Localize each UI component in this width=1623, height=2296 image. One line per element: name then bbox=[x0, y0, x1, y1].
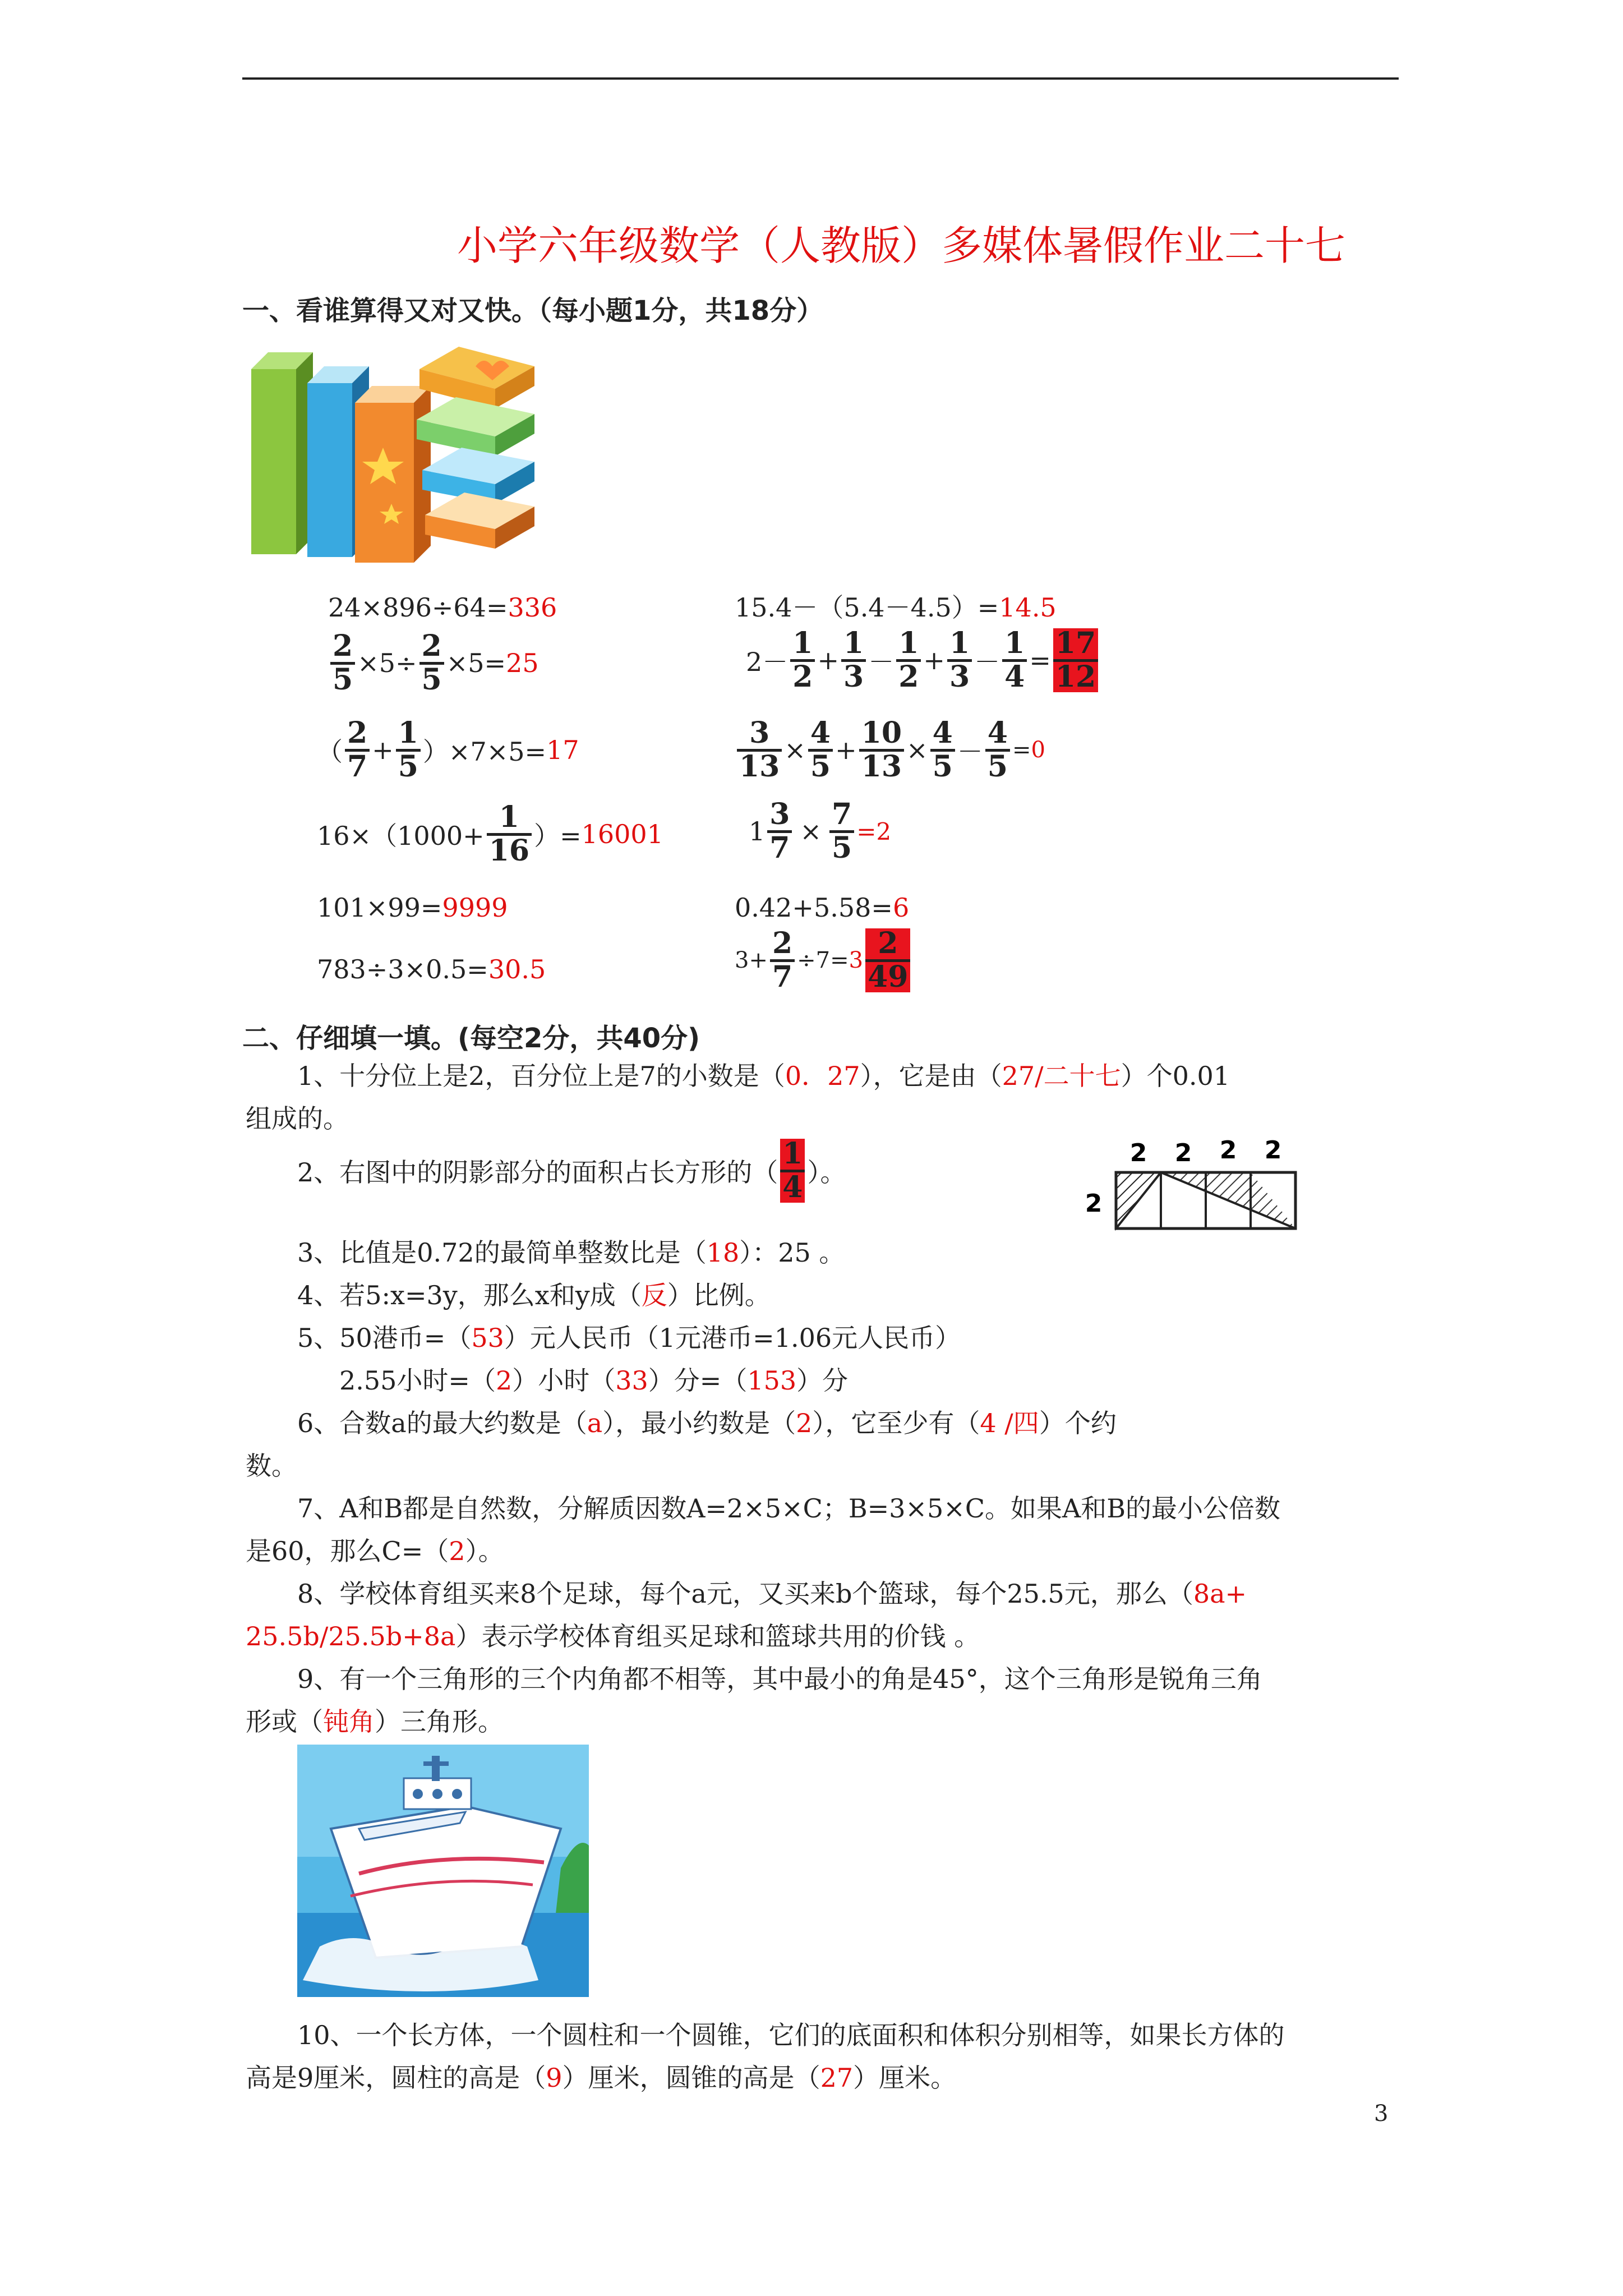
fraction bbox=[930, 718, 955, 782]
fill-q7: 7、A和B都是自然数，分解质因数A=2×5×C；B=3×5×C。如果A和B的最小公倍数 bbox=[297, 1493, 1281, 1524]
operator: ×5= bbox=[446, 648, 506, 679]
expression: 783÷3×0.5= bbox=[317, 954, 488, 984]
denominator: 13 bbox=[859, 749, 904, 783]
fraction bbox=[790, 628, 815, 692]
ship-illustration bbox=[297, 1745, 589, 1997]
denominator: 4 bbox=[1002, 659, 1027, 693]
operator: － bbox=[868, 647, 895, 678]
fill-q7-cont bbox=[246, 1530, 504, 1572]
fill-q4-answer: 反 bbox=[641, 1280, 667, 1310]
denominator: 5 bbox=[396, 749, 421, 783]
fraction bbox=[737, 718, 782, 782]
numerator: 1 bbox=[949, 626, 970, 660]
fraction bbox=[808, 718, 833, 782]
books-illustration bbox=[246, 335, 537, 568]
fill-q2 bbox=[297, 1139, 846, 1203]
text: 1、十分位上是2，百分位上是7的小数是（ bbox=[297, 1061, 785, 1091]
operator: ）= bbox=[534, 821, 582, 852]
calc-q1 bbox=[328, 592, 557, 623]
denominator: 7 bbox=[767, 830, 792, 864]
fraction bbox=[770, 928, 795, 992]
text: 8、学校体育组买来8个足球，每个a元，又买来b个篮球，每个25.5元，那么（ bbox=[297, 1579, 1193, 1609]
fraction bbox=[985, 718, 1010, 782]
text: 6、合数a的最大约数是（ bbox=[297, 1408, 587, 1438]
denominator: 3 bbox=[947, 659, 972, 693]
fill-q9-answer: 钝角 bbox=[323, 1706, 375, 1737]
fill-q1-answer1: 0．27 bbox=[785, 1061, 860, 1091]
operator: ×5÷ bbox=[357, 648, 417, 679]
text: 5、50港币=（ bbox=[297, 1323, 472, 1353]
denominator: 12 bbox=[1053, 659, 1098, 693]
text: ）小时（ bbox=[512, 1365, 616, 1396]
fraction bbox=[396, 718, 421, 782]
denominator: 2 bbox=[790, 659, 815, 693]
fraction bbox=[829, 799, 854, 863]
text: ）。 bbox=[807, 1157, 846, 1188]
fraction bbox=[419, 631, 444, 695]
fill-q8 bbox=[297, 1572, 1247, 1615]
paren: （ bbox=[317, 737, 343, 767]
operator: + bbox=[817, 645, 840, 676]
numerator: 2 bbox=[347, 716, 368, 750]
denominator: 2 bbox=[896, 659, 921, 693]
denominator: 5 bbox=[808, 749, 833, 783]
fill-q10-cont bbox=[246, 2056, 956, 2099]
text: ）个0.01 bbox=[1121, 1061, 1230, 1091]
calc-q3-answer: 17 bbox=[546, 735, 579, 766]
numerator: 10 bbox=[861, 716, 902, 750]
calc-r3-answer: 0 bbox=[1031, 737, 1045, 763]
fraction bbox=[896, 628, 921, 692]
book-orange bbox=[355, 386, 431, 563]
fill-q10-answer2: 27 bbox=[820, 2063, 854, 2093]
operator: ÷7= bbox=[797, 947, 849, 974]
calc-q2 bbox=[328, 631, 539, 695]
book-stack-right bbox=[417, 347, 534, 549]
text: 形或（ bbox=[246, 1706, 323, 1737]
calc-q6-answer: 30.5 bbox=[488, 954, 546, 984]
text: 3、比值是0.72的最简单整数比是（ bbox=[297, 1237, 707, 1268]
fill-q1 bbox=[297, 1055, 1230, 1097]
calc-r5-answer: 6 bbox=[892, 892, 910, 923]
numerator: 2 bbox=[878, 926, 898, 960]
fill-q9-cont bbox=[246, 1700, 504, 1743]
denominator: 7 bbox=[345, 749, 370, 783]
section2-heading: 二、仔细填一填。(每空2分，共40分) bbox=[242, 1023, 700, 1054]
header-rule bbox=[242, 77, 1399, 80]
page-title: 小学六年级数学（人教版）多媒体暑假作业二十七 bbox=[457, 222, 1346, 269]
calc-r4 bbox=[749, 799, 891, 863]
operator: + bbox=[835, 735, 857, 766]
calc-q1-answer: 336 bbox=[508, 592, 557, 623]
calc-q5-answer: 9999 bbox=[442, 892, 508, 923]
fill-q8-answer-part2: 25.5b/25.5b+8a bbox=[246, 1621, 456, 1651]
operator: + bbox=[372, 735, 394, 766]
calc-q4-answer: 16001 bbox=[581, 819, 663, 850]
calc-q1-expr: 24×896÷64= bbox=[328, 592, 508, 623]
calc-q2-answer: 25 bbox=[506, 648, 539, 679]
fill-q10-answer1: 9 bbox=[546, 2063, 562, 2093]
calc-r4-answer: =2 bbox=[856, 817, 892, 845]
fill-q5-answer2: 2 bbox=[495, 1365, 513, 1396]
fill-q5 bbox=[297, 1317, 961, 1359]
text: ）元人民币（1元港币=1.06元人民币） bbox=[504, 1323, 961, 1353]
fill-q6-cont: 数。 bbox=[246, 1451, 297, 1481]
calc-q3 bbox=[317, 718, 579, 782]
numerator: 1 bbox=[398, 716, 418, 750]
operator: ）×7×5= bbox=[422, 737, 547, 767]
calc-r5 bbox=[735, 892, 910, 923]
calc-q4 bbox=[317, 802, 663, 866]
fraction bbox=[767, 799, 792, 863]
fill-q6 bbox=[297, 1402, 1117, 1444]
fraction bbox=[859, 718, 904, 782]
fraction bbox=[841, 628, 866, 692]
fill-q9: 9、有一个三角形的三个内角都不相等，其中最小的角是45°，这个三角形是锐角三角 bbox=[297, 1664, 1262, 1694]
fill-q8-answer-part1: 8a+ bbox=[1193, 1579, 1247, 1609]
fill-q3-answer: 18 bbox=[706, 1237, 740, 1268]
operator: × bbox=[906, 735, 928, 766]
fill-q5-answer4: 153 bbox=[747, 1365, 797, 1396]
calc-r2-answer bbox=[1053, 628, 1098, 692]
denominator: 3 bbox=[841, 659, 866, 693]
operator: － bbox=[974, 647, 1000, 678]
calc-q5 bbox=[317, 892, 508, 923]
text: ）厘米，圆锥的高是（ bbox=[562, 2063, 820, 2093]
calc-r2 bbox=[746, 628, 1100, 692]
fill-q6-answer3: 4 /四 bbox=[980, 1408, 1039, 1438]
numerator: 1 bbox=[1004, 626, 1025, 660]
numerator: 2 bbox=[333, 629, 353, 663]
numerator: 1 bbox=[782, 1137, 803, 1171]
fill-q6-answer1: a bbox=[587, 1408, 603, 1438]
text: ）。 bbox=[465, 1536, 504, 1566]
numerator: 7 bbox=[832, 797, 852, 831]
text: ）：25 。 bbox=[739, 1237, 845, 1268]
fill-q7-answer: 2 bbox=[449, 1536, 465, 1566]
calc-r1-answer: 14.5 bbox=[999, 592, 1057, 623]
calc-r6-answer bbox=[865, 928, 910, 992]
denominator: 5 bbox=[985, 749, 1010, 783]
numerator: 2 bbox=[421, 629, 442, 663]
denominator: 5 bbox=[930, 749, 955, 783]
expression: 15.4－（5.4－4.5）= bbox=[735, 592, 999, 623]
text: ），它至少有（ bbox=[812, 1408, 980, 1438]
fig-label-top-4: 2 bbox=[1264, 1136, 1282, 1165]
text: 4、若5:x=3y，那么x和y成（ bbox=[297, 1280, 642, 1310]
calc-q6 bbox=[317, 956, 546, 982]
text: ）表示学校体育组买足球和篮球共用的价钱 。 bbox=[455, 1621, 980, 1651]
fig-label-top-1: 2 bbox=[1129, 1139, 1147, 1167]
numerator: 1 bbox=[792, 626, 813, 660]
denominator: 4 bbox=[780, 1170, 805, 1203]
text: 2.55小时=（ bbox=[339, 1365, 496, 1396]
text: ），它是由（ bbox=[860, 1061, 1002, 1091]
text: 高是9厘米，圆柱的高是（ bbox=[246, 2063, 546, 2093]
fig-label-left: 2 bbox=[1085, 1189, 1103, 1218]
numerator: 4 bbox=[810, 716, 831, 750]
fill-q3 bbox=[297, 1231, 845, 1274]
operator: × bbox=[784, 735, 806, 766]
fill-q5-answer3: 33 bbox=[615, 1365, 648, 1396]
book-green bbox=[251, 352, 313, 554]
whole-number: 1 bbox=[749, 816, 766, 847]
shaded-rectangle-figure bbox=[1077, 1128, 1335, 1240]
fraction bbox=[345, 718, 370, 782]
fill-q2-answer bbox=[780, 1139, 805, 1203]
expression: 101×99= bbox=[317, 892, 442, 923]
text: ）个约 bbox=[1039, 1408, 1117, 1438]
numerator: 2 bbox=[772, 926, 793, 960]
numerator: 4 bbox=[932, 716, 953, 750]
text: ）比例。 bbox=[667, 1280, 771, 1310]
denominator: 5 bbox=[419, 662, 444, 696]
fill-q1-cont: 组成的。 bbox=[246, 1103, 349, 1134]
fill-q8-cont bbox=[246, 1615, 980, 1658]
fraction bbox=[487, 802, 532, 866]
operator: = bbox=[1029, 645, 1051, 676]
numerator: 17 bbox=[1055, 626, 1096, 660]
fraction bbox=[330, 631, 355, 695]
denominator: 7 bbox=[770, 959, 795, 993]
fraction bbox=[947, 628, 972, 692]
page-number: 3 bbox=[1374, 2101, 1389, 2127]
text: ）厘米。 bbox=[853, 2063, 957, 2093]
fraction bbox=[1002, 628, 1027, 692]
operator: + bbox=[923, 645, 945, 676]
text: ）三角形。 bbox=[375, 1706, 504, 1737]
denominator: 13 bbox=[737, 749, 782, 783]
section1-heading: 一、看谁算得又对又快。（每小题1分，共18分） bbox=[242, 295, 824, 326]
numerator: 1 bbox=[843, 626, 864, 660]
denominator: 49 bbox=[865, 959, 910, 993]
calc-r6 bbox=[735, 928, 912, 992]
fill-q10: 10、一个长方体，一个圆柱和一个圆锥，它们的底面积和体积分别相等，如果长方体的 bbox=[297, 2020, 1285, 2050]
fill-q5-answer: 53 bbox=[471, 1323, 504, 1353]
calc-r6-answer-whole: 3 bbox=[849, 947, 864, 974]
numerator: 1 bbox=[898, 626, 919, 660]
text: 2、右图中的阴影部分的面积占长方形的（ bbox=[297, 1157, 778, 1188]
numerator: 1 bbox=[499, 800, 519, 834]
fig-label-top-3: 2 bbox=[1219, 1136, 1237, 1165]
fill-q4 bbox=[297, 1274, 771, 1317]
expression: 16×（1000+ bbox=[317, 821, 485, 852]
calc-r1 bbox=[735, 592, 1057, 623]
numerator: 4 bbox=[987, 716, 1008, 750]
fig-label-top-2: 2 bbox=[1174, 1139, 1192, 1167]
text: ）分 bbox=[796, 1365, 849, 1396]
fill-q1-answer2: 27/二十七 bbox=[1002, 1061, 1121, 1091]
expression: 3+ bbox=[735, 947, 768, 974]
operator: × bbox=[800, 816, 822, 847]
expression: 2－ bbox=[746, 647, 789, 678]
operator: － bbox=[957, 737, 983, 767]
calc-r3 bbox=[735, 718, 1045, 782]
denominator: 5 bbox=[330, 662, 355, 696]
expression: 0.42+5.58= bbox=[735, 892, 893, 923]
fill-q6-answer2: 2 bbox=[796, 1408, 813, 1438]
fill-q5-cont bbox=[339, 1359, 848, 1402]
text: ）分=（ bbox=[648, 1365, 748, 1396]
denominator: 16 bbox=[487, 833, 532, 867]
operator: = bbox=[1012, 737, 1031, 763]
text: 是60，那么C=（ bbox=[246, 1536, 449, 1566]
numerator: 3 bbox=[749, 716, 770, 750]
denominator: 5 bbox=[829, 830, 854, 864]
numerator: 3 bbox=[769, 797, 790, 831]
text: ），最小约数是（ bbox=[602, 1408, 796, 1438]
